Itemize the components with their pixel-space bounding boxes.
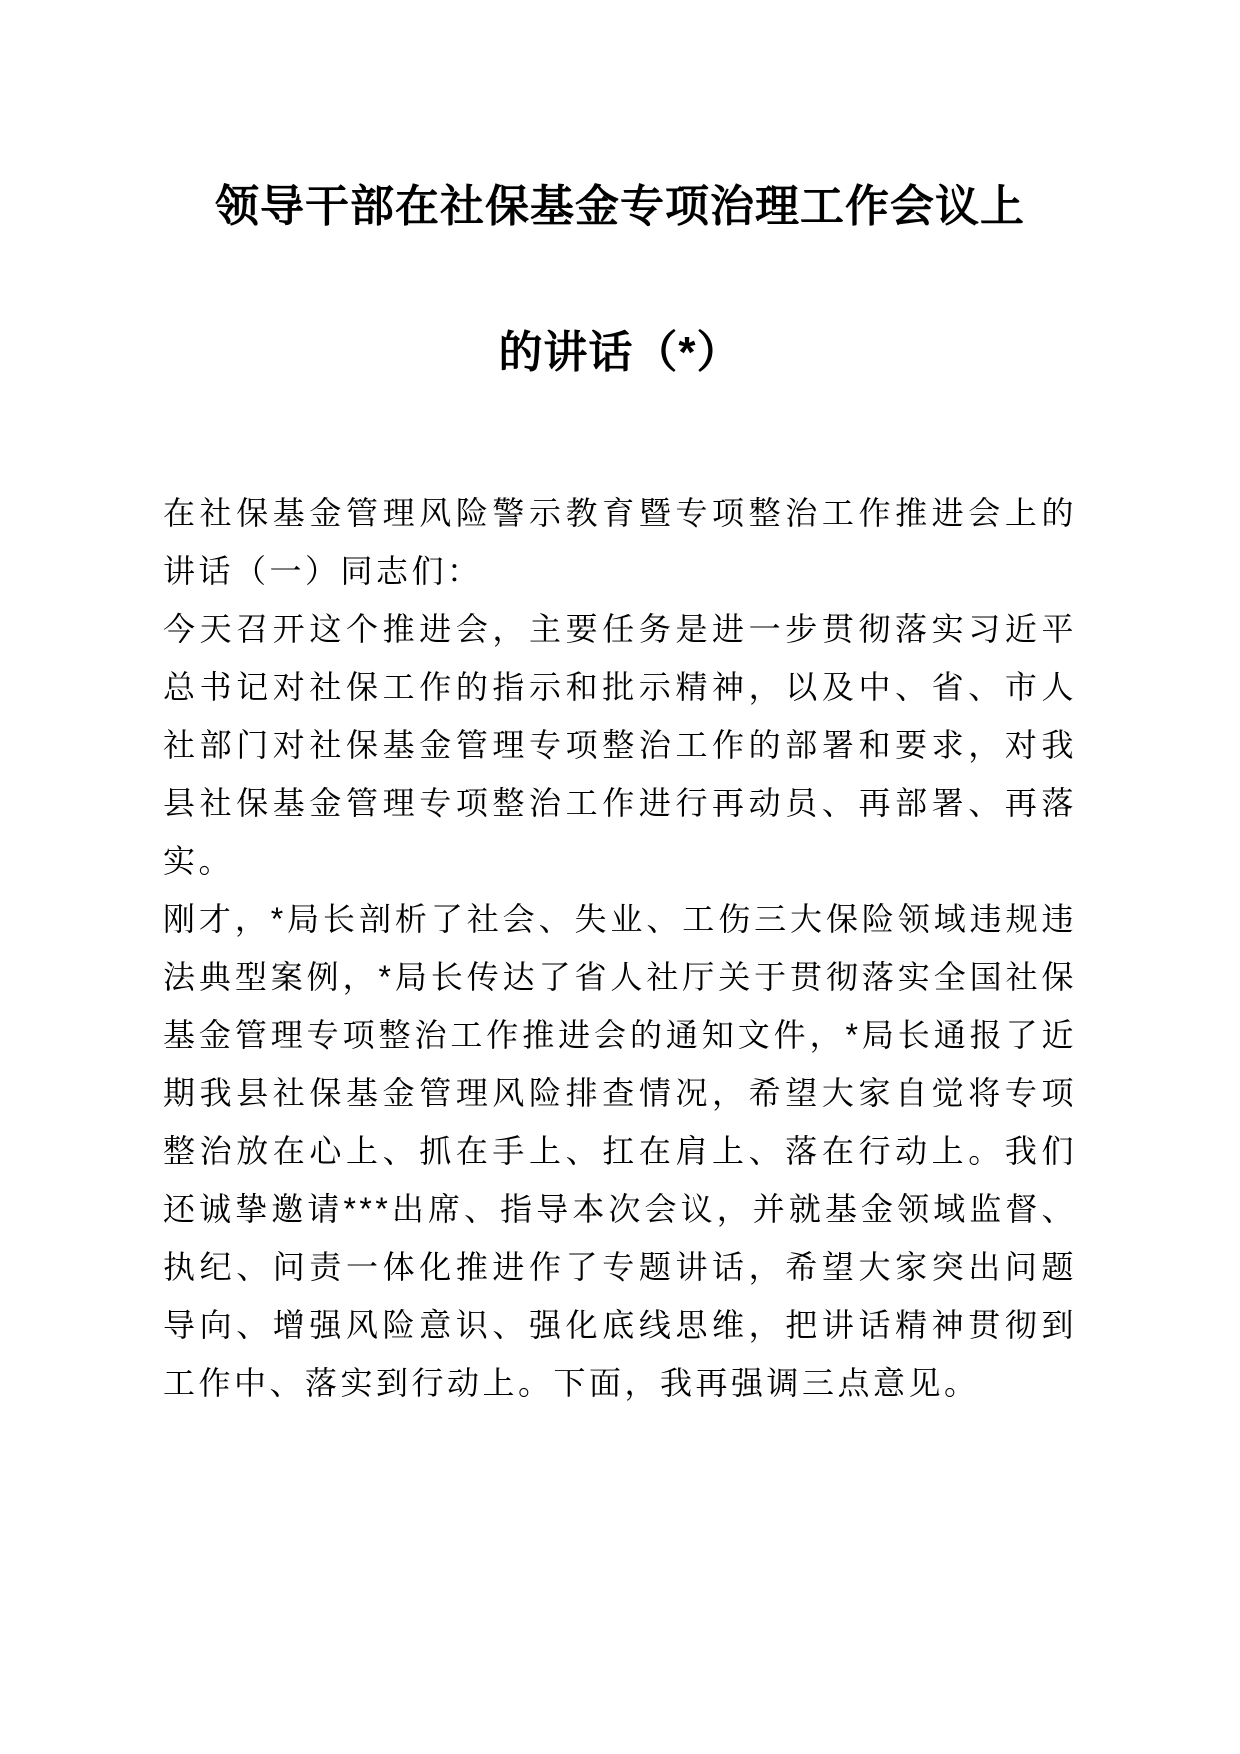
- paragraph: 今天召开这个推进会，主要任务是进一步贯彻落实习近平总书记对社保工作的指示和批示精神，以及中、省、市人社部门对社保基金管理专项整治工作的部署和要求，对我县社保基金管理专项整治工作进行再动员、再部署、再落实。: [163, 611, 1077, 879]
- paragraph: 在社保基金管理风险警示教育暨专项整治工作推进会上的讲话（一）同志们：: [163, 495, 1077, 589]
- document-body: [163, 378, 1077, 1412]
- document-title-line2: 的讲话（*）: [498, 328, 742, 377]
- paragraph: 刚才，*局长剖析了社会、失业、工伤三大保险领域违规违法典型案例，*局长传达了省人社厅关于贯彻落实全国社保基金管理专项整治工作推进会的通知文件，*局长通报了近期我县社保基金管理风险排查情况，希望大家自觉将专项整治放在心上、抓在手上、扛在肩上、落在行动上。我们还诚挚邀请***出席、指导本次会议，并就基金领域监督、执纪、问责一体化推进作了专题讲话，希望大家突出问题导向、增强风险意识、强化底线思维，把讲话精神贯彻到工作中、落实到行动上。下面，我再强调三点意见。: [163, 901, 1077, 1401]
- document-title-line1: 领导干部在社保基金专项治理工作会议上: [215, 182, 1025, 231]
